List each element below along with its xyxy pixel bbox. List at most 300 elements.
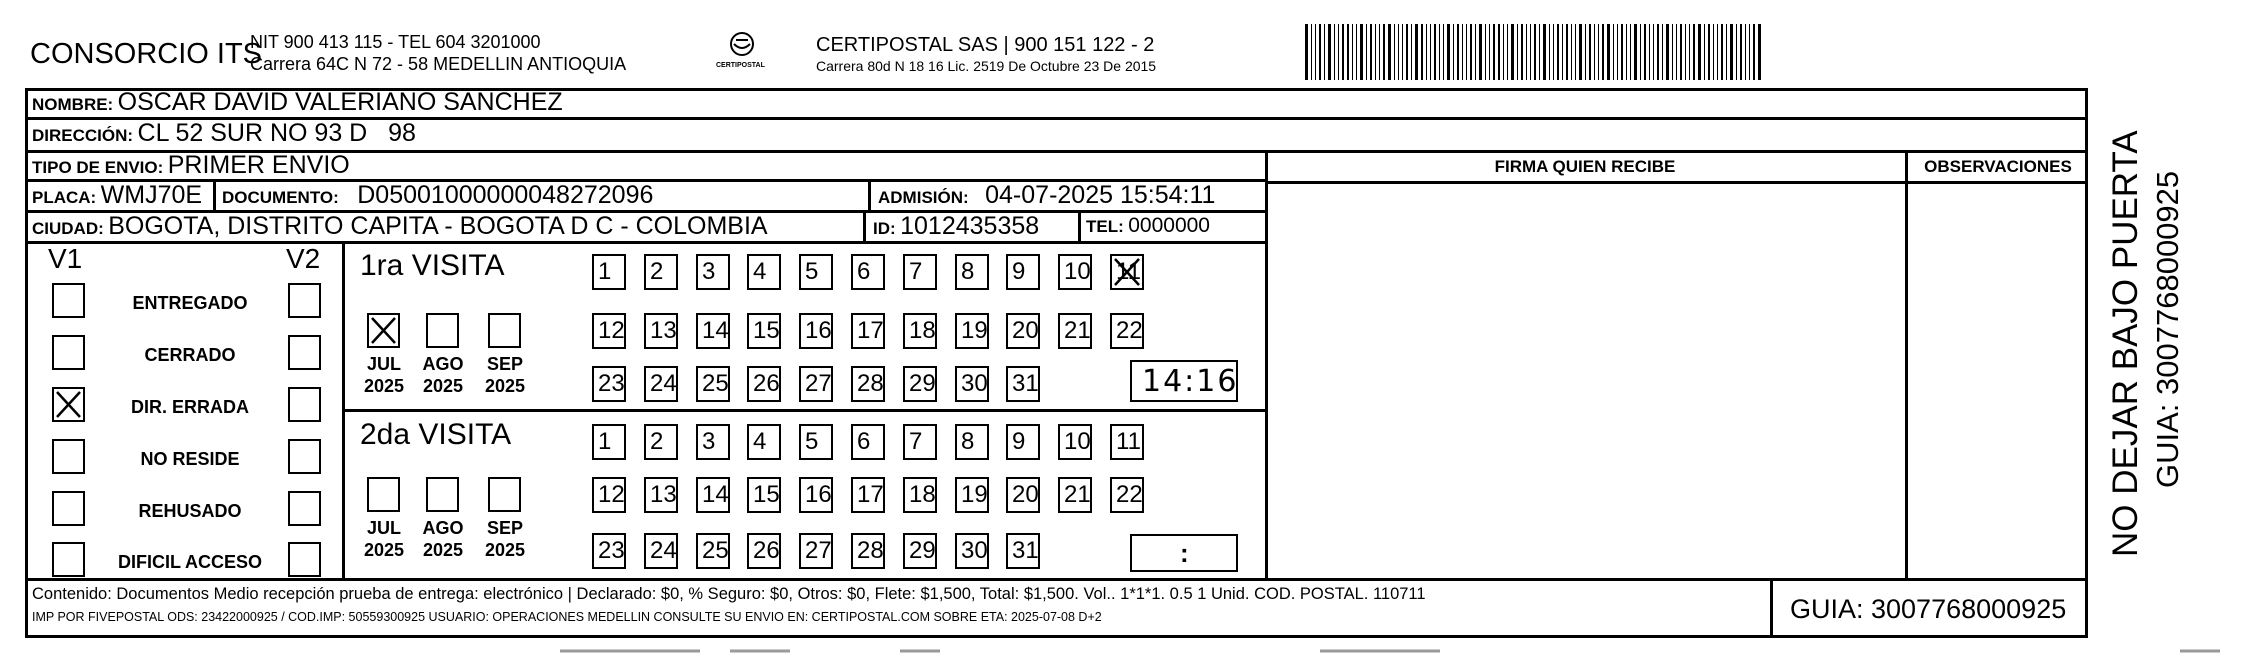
day-number: 4 [753,258,767,285]
day-box[interactable] [644,313,678,349]
barcode-bar [1662,24,1663,80]
day-box[interactable] [903,313,937,349]
v1-checkbox[interactable] [52,283,85,318]
direccion-label: DIRECCIÓN: [32,126,134,145]
observaciones-area[interactable] [1908,184,2087,577]
day-box[interactable] [799,424,833,460]
day-box[interactable] [1110,424,1144,460]
barcode-bar [1439,24,1440,80]
barcode-bar [1626,24,1627,80]
v2-header: V2 [286,243,321,274]
admision-label: ADMISIÓN: [878,188,969,207]
barcode-bar [1753,24,1755,80]
bottom-edge-marks [0,642,2247,651]
tipo-value: PRIMER ENVIO [167,151,350,179]
barcode-bar [1334,24,1335,80]
barcode-bar [1575,24,1576,80]
footer-contenido: Contenido: Documentos Medio recepción prueba de entrega: electrónico | Declarado: $0, % Seguro: $0, Otros: $0, Flete: $1,500, Total: $1,500. Vol.. 1*1*1. 0.5 1 Unid. COD. POSTAL. 110711 [32,585,1426,603]
day-number: 26 [753,537,780,564]
barcode-bar [1698,24,1701,80]
barcode-bar [1613,24,1614,80]
barcode-bar [1356,24,1357,80]
v1-checkbox[interactable] [52,335,85,370]
barcode-bar [1721,24,1723,80]
barcode-bar [1653,24,1654,80]
barcode-bar [1543,24,1546,80]
barcode-bar [1562,24,1563,80]
day-number: 14 [702,317,729,344]
tel-row [1086,214,1210,238]
v2-checkbox[interactable] [288,387,321,422]
placa-value: WMJ70E [100,181,203,209]
documento-value: D05001000000048272096 [357,181,654,209]
nombre-value: OSCAR DAVID VALERIANO SANCHEZ [117,88,563,116]
carrier-line2: Carrera 80d N 18 16 Lic. 2519 De Octubre 23 De 2015 [816,58,1157,74]
v1-checkbox[interactable] [52,542,85,577]
v2-checkbox[interactable] [288,335,321,370]
day-box[interactable] [851,424,885,460]
day-number: 21 [1064,317,1091,344]
barcode-bar [1517,24,1518,80]
barcode-bar [1530,24,1531,80]
placa-row [32,181,202,210]
day-box[interactable] [696,313,730,349]
barcode-bar [1411,24,1412,80]
day-box[interactable] [592,366,626,402]
barcode-bar [1315,24,1316,80]
barcode-bar [1521,24,1523,80]
barcode-bar [1621,24,1623,80]
day-box[interactable] [955,366,989,402]
barcode-bar [1745,24,1746,80]
barcode-bar [1375,24,1376,80]
day-box[interactable] [747,313,781,349]
day-box[interactable] [592,254,626,290]
month-checkbox[interactable] [367,313,400,348]
day-box[interactable] [1058,477,1092,513]
barcode-bar [1685,24,1686,80]
v2-checkbox[interactable] [288,283,321,318]
day-number: 24 [650,537,677,564]
barcode-bar [1305,24,1308,80]
barcode-bar [1634,24,1637,80]
month-label: AGO 2025 [422,354,464,396]
logo-text: CERTIPOSTAL [716,62,765,69]
company-name: CONSORCIO ITS [30,38,263,70]
barcode-bar [1594,24,1595,80]
footer-guia: GUIA: 3007768000925 [1790,594,2067,624]
barcode-bar [1730,24,1733,80]
day-box[interactable] [696,424,730,460]
month-label: SEP 2025 [484,354,526,396]
day-box[interactable] [592,313,626,349]
day-box[interactable] [644,254,678,290]
day-box[interactable] [903,533,937,569]
day-number: 11 [1116,258,1141,285]
ciudad-row [32,212,768,241]
day-box[interactable] [851,366,885,402]
day-number: 23 [598,537,625,564]
barcode-bar [1672,24,1673,80]
id-row [873,212,1039,241]
barcode-bar [1704,24,1705,80]
day-number: 1 [598,258,612,285]
direccion-value: CL 52 SUR NO 93 D 98 [137,119,416,147]
day-number: 21 [1064,481,1091,508]
ciudad-value: BOGOTA, DISTRITO CAPITA - BOGOTA D C - COLOMBIA [108,212,768,240]
day-number: 19 [961,481,988,508]
barcode-bar [1539,24,1540,80]
day-box[interactable] [1058,254,1092,290]
second-visit-title: 2da VISITA [360,418,512,451]
day-number: 31 [1012,370,1039,397]
day-number: 3 [702,258,716,285]
day-box[interactable] [644,424,678,460]
month-label: JUL 2025 [363,354,405,396]
day-box[interactable] [696,477,730,513]
first-visit-title: 1ra VISITA [360,249,505,282]
admision-row [878,181,1215,210]
reason-label: NO RESIDE [140,449,240,469]
barcode-bar [1370,24,1372,80]
month-checkbox[interactable] [426,313,459,348]
day-number: 16 [805,317,832,344]
barcode-bar [1328,24,1331,80]
barcode-bar [1415,24,1418,80]
day-box[interactable] [1110,477,1144,513]
day-number: 29 [909,370,936,397]
barcode-bar [1507,24,1508,80]
certipostal-logo [712,30,772,74]
side-guia: GUIA: 3007768000925 [2150,170,2185,488]
barcode-bar [1489,24,1490,80]
day-box[interactable] [1058,424,1092,460]
direccion-row [32,119,416,148]
day-box[interactable] [903,254,937,290]
id-label: ID: [873,219,896,238]
documento-label: DOCUMENTO: [222,188,339,207]
day-box[interactable] [1006,424,1040,460]
barcode-bar [1644,24,1646,80]
day-number: 19 [961,317,988,344]
day-box[interactable] [799,366,833,402]
barcode-bar [1342,24,1344,80]
day-number: 5 [805,258,819,285]
day-number: 7 [909,428,923,455]
day-box[interactable] [592,533,626,569]
day-box[interactable] [696,366,730,402]
barcode-bar [1758,24,1761,80]
documento-row [222,181,653,210]
month-label: JUL 2025 [363,518,405,560]
day-number: 14 [702,481,729,508]
barcode-bar [1379,24,1380,80]
v2-checkbox[interactable] [288,491,321,526]
day-box[interactable] [851,313,885,349]
barcode-bar [1453,24,1454,80]
firma-area[interactable] [1268,184,1904,577]
day-number: 30 [961,537,988,564]
barcode-bar [1602,24,1604,80]
barcode-bar [1394,24,1395,80]
placa-label: PLACA: [32,188,97,207]
carrier-line1: CERTIPOSTAL SAS | 900 151 122 - 2 [816,34,1155,56]
day-box[interactable] [955,533,989,569]
day-box[interactable] [1006,477,1040,513]
footer-imp: IMP POR FIVEPOSTAL ODS: 23422000925 / COD.IMP: 50559300925 USUARIO: OPERACIONES MEDELLIN CONSULTE SU ENVIO EN: CERTIPOSTAL.COM SOBRE ETA: 2025-07-08 D+2 [32,610,1102,624]
day-number: 8 [961,428,975,455]
day-number: 25 [702,370,729,397]
tel-label: TEL: [1086,217,1124,236]
day-number: 2 [650,428,664,455]
nombre-row [32,88,563,117]
day-number: 28 [857,537,884,564]
v1-checkbox[interactable] [52,387,85,422]
day-number: 30 [961,370,988,397]
day-box[interactable] [1110,254,1144,290]
day-number: 12 [598,317,625,344]
day-number: 3 [702,428,716,455]
second-visit-time[interactable] [1130,534,1238,572]
barcode-bar [1360,24,1363,80]
first-visit-time[interactable] [1130,360,1238,402]
day-box[interactable] [903,424,937,460]
barcode-bar [1598,24,1599,80]
barcode-bar [1447,24,1450,80]
day-number: 22 [1116,481,1143,508]
reason-label: REHUSADO [138,501,242,521]
day-box[interactable] [955,477,989,513]
barcode-bar [1388,24,1391,80]
v2-checkbox[interactable] [288,542,321,577]
month-checkbox[interactable] [488,313,521,348]
day-box[interactable] [644,477,678,513]
barcode-bar [1498,24,1500,80]
nombre-label: NOMBRE: [32,95,114,114]
barcode-bar [1466,24,1467,80]
barcode-bar [1319,24,1321,80]
barcode-bar [1311,24,1312,80]
barcode-bar [1676,24,1677,80]
barcode-bar [1740,24,1742,80]
day-box[interactable] [696,533,730,569]
second-visit-time-value: : [1180,538,1189,568]
barcode-bar [1585,24,1586,80]
day-number: 8 [961,258,975,285]
barcode-bar [1421,24,1423,80]
barcode-bar [1717,24,1718,80]
day-number: 31 [1012,537,1039,564]
tipo-row [32,151,350,180]
barcode-bar [1511,24,1514,80]
day-box[interactable] [747,254,781,290]
day-number: 9 [1012,258,1026,285]
barcode-bar [1457,24,1459,80]
barcode-bar [1649,24,1650,80]
barcode-bar [1680,24,1682,80]
day-box[interactable] [1058,313,1092,349]
month-checkbox[interactable] [426,477,459,512]
day-number: 26 [753,370,780,397]
day-box[interactable] [1006,366,1040,402]
day-box[interactable] [1006,533,1040,569]
day-box[interactable] [799,254,833,290]
v1-checkbox[interactable] [52,491,85,526]
day-number: 25 [702,537,729,564]
day-box[interactable] [799,533,833,569]
barcode-bar [1526,24,1527,80]
barcode-bar [1475,24,1476,80]
admision-value: 04-07-2025 15:54:11 [985,181,1216,209]
barcode-bar [1607,24,1610,80]
day-number: 10 [1064,428,1091,455]
day-box[interactable] [747,424,781,460]
day-box[interactable] [903,366,937,402]
day-box[interactable] [955,254,989,290]
id-value: 1012435358 [900,212,1040,240]
barcode-bar [1366,24,1367,80]
day-number: 6 [857,428,871,455]
tipo-label: TIPO DE ENVIO: [32,158,164,177]
day-number: 9 [1012,428,1026,455]
day-number: 18 [909,317,936,344]
reason-label: ENTREGADO [132,293,248,313]
barcode-bar [1566,24,1568,80]
day-number: 15 [753,481,780,508]
day-box[interactable] [799,477,833,513]
day-box[interactable] [592,477,626,513]
barcode-bar [1479,24,1482,80]
day-number: 15 [753,317,780,344]
day-number: 27 [805,370,832,397]
day-number: 11 [1116,428,1141,455]
reason-label: DIR. ERRADA [130,397,249,417]
barcode-bar [1693,24,1695,80]
day-box[interactable] [1110,313,1144,349]
day-number: 4 [753,428,767,455]
day-number: 28 [857,370,884,397]
reason-label: DIFICIL ACCESO [117,552,262,572]
day-number: 16 [805,481,832,508]
day-box[interactable] [851,254,885,290]
day-number: 17 [857,481,884,508]
day-number: 24 [650,370,677,397]
month-checkbox[interactable] [367,477,400,512]
day-number: 13 [650,481,677,508]
barcode-bar [1503,24,1504,80]
day-number: 22 [1116,317,1143,344]
barcode-bar [1324,24,1325,80]
v2-checkbox[interactable] [288,439,321,474]
observaciones-header: OBSERVACIONES [1924,157,2072,176]
barcode-bar [1443,24,1444,80]
first-visit-time-value: 14:16 [1142,364,1239,399]
day-box[interactable] [644,533,678,569]
barcode-bar [1462,24,1463,80]
barcode-bar [1352,24,1353,80]
month-label: SEP 2025 [484,518,526,560]
barcode-bar [1430,24,1431,80]
barcode-bar [1434,24,1436,80]
company-line2: Carrera 64C N 72 - 58 MEDELLIN ANTIOQUIA [250,54,627,74]
day-number: 10 [1064,258,1091,285]
day-number: 29 [909,537,936,564]
day-number: 13 [650,317,677,344]
barcode-bar [1749,24,1750,80]
day-number: 17 [857,317,884,344]
day-box[interactable] [644,366,678,402]
day-box[interactable] [747,477,781,513]
day-box[interactable] [747,533,781,569]
day-box[interactable] [592,424,626,460]
day-number: 20 [1012,317,1039,344]
barcode-bar [1557,24,1559,80]
day-box[interactable] [799,313,833,349]
tel-value: 0000000 [1128,214,1210,237]
barcode-bar [1553,24,1554,80]
day-number: 5 [805,428,819,455]
barcode-bar [1579,24,1582,80]
month-label: AGO 2025 [422,518,464,560]
barcode-bar [1571,24,1572,80]
barcode-bar [1708,24,1710,80]
month-checkbox[interactable] [488,477,521,512]
day-number: 12 [598,481,625,508]
barcode-bar [1470,24,1472,80]
day-number: 7 [909,258,923,285]
barcode-bar [1666,24,1669,80]
day-box[interactable] [1006,313,1040,349]
firma-header: FIRMA QUIEN RECIBE [1494,157,1676,176]
day-number: 27 [805,537,832,564]
barcode-bar [1549,24,1550,80]
barcode-bar [1383,24,1385,80]
day-number: 1 [598,428,612,455]
barcode-bar [1338,24,1339,80]
day-box[interactable] [955,424,989,460]
day-number: 23 [598,370,625,397]
day-number: 18 [909,481,936,508]
barcode-bar [1406,24,1408,80]
barcode-bar [1398,24,1399,80]
day-box[interactable] [1006,254,1040,290]
v1-checkbox[interactable] [52,439,85,474]
ciudad-label: CIUDAD: [32,219,104,238]
barcode-bar [1493,24,1495,80]
day-box[interactable] [696,254,730,290]
day-box[interactable] [851,533,885,569]
day-box[interactable] [747,366,781,402]
v1-header: V1 [48,243,83,274]
day-box[interactable] [955,313,989,349]
barcode [1305,24,1935,80]
day-box[interactable] [851,477,885,513]
barcode-bar [1485,24,1486,80]
side-warning: NO DEJAR BAJO PUERTA [2106,130,2145,557]
barcode-bar [1630,24,1631,80]
barcode-bar [1589,24,1591,80]
barcode-bar [1617,24,1618,80]
barcode-bar [1726,24,1727,80]
company-line1: NIT 900 413 115 - TEL 604 3201000 [250,32,541,52]
day-box[interactable] [903,477,937,513]
day-number: 6 [857,258,871,285]
barcode-bar [1657,24,1659,80]
barcode-bar [1426,24,1427,80]
day-number: 20 [1012,481,1039,508]
barcode-bar [1402,24,1403,80]
barcode-bar [1736,24,1737,80]
